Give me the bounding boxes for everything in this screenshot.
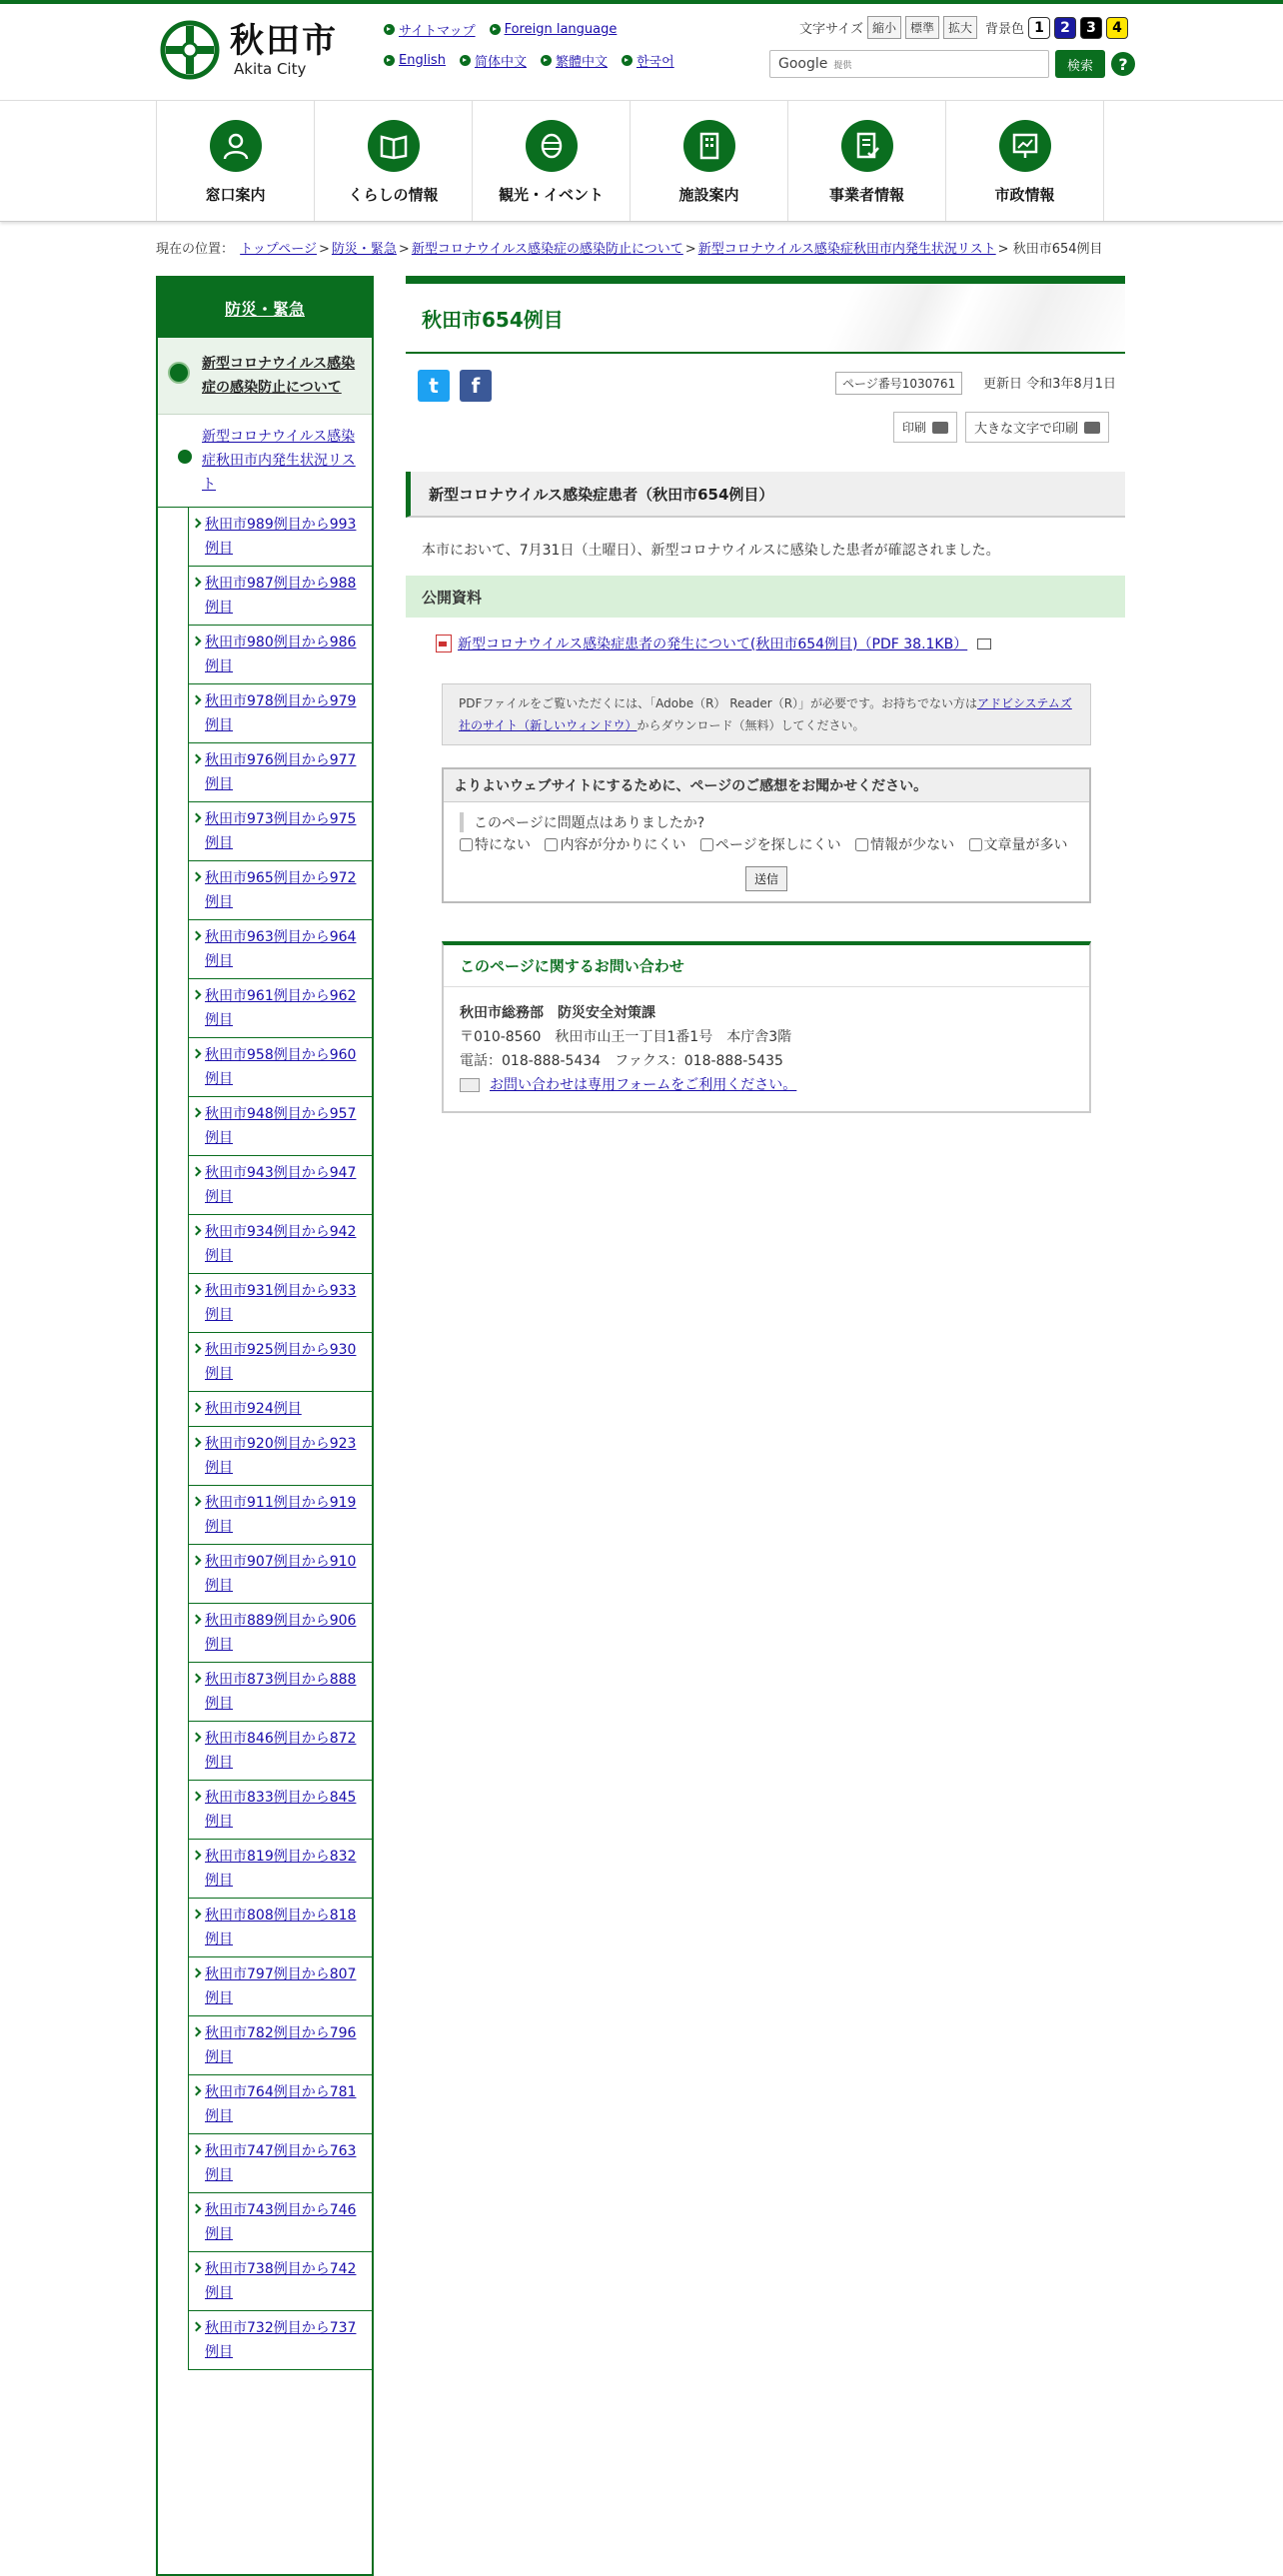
notice-text: PDFファイルをご覧いただくには、「Adobe（R） Reader（R）」が必要です。お持ちでない方は xyxy=(459,696,977,710)
sidebar-subitem-label[interactable]: 秋田市978例目から979例目 xyxy=(205,693,357,733)
sidebar-subitem[interactable] xyxy=(189,861,372,920)
sidebar-subitem-label[interactable]: 秋田市846例目から872例目 xyxy=(205,1731,357,1771)
sidebar-subitem-label[interactable]: 秋田市931例目から933例目 xyxy=(205,1283,357,1323)
sidebar-subitem-label[interactable]: 秋田市797例目から807例目 xyxy=(205,1966,357,2006)
sidebar-item-infection-prevention[interactable] xyxy=(158,338,372,415)
sidebar-subitem-label[interactable]: 秋田市965例目から972例目 xyxy=(205,870,357,910)
sidebar-subitem-label[interactable]: 秋田市924例目 xyxy=(205,1401,302,1417)
new-window-icon xyxy=(977,639,991,649)
pdf-reader-notice xyxy=(442,683,1091,745)
sidebar-subitem[interactable] xyxy=(189,1957,372,2016)
arrow-bullet-icon xyxy=(460,55,471,66)
breadcrumb-current: 秋田市654例目 xyxy=(1012,242,1103,257)
notice-text: からダウンロード（無料）してください。 xyxy=(637,718,865,732)
arrow-bullet-icon xyxy=(490,24,501,35)
chart-board-icon xyxy=(999,120,1051,172)
site-header xyxy=(0,4,1283,100)
gnav-business-info[interactable] xyxy=(787,101,945,221)
sidebar xyxy=(156,276,374,2576)
adobe-link[interactable]: アドビシステムズ社のサイト（新しいウィンドウ） xyxy=(459,696,1072,732)
sidebar-subitem[interactable] xyxy=(189,1274,372,1333)
sitemap-link[interactable] xyxy=(384,20,476,39)
breadcrumb-link[interactable]: トップページ xyxy=(240,242,317,257)
sidebar-subitem[interactable] xyxy=(189,1545,372,1604)
sidebar-subitem-label[interactable]: 秋田市819例目から832例目 xyxy=(205,1849,357,1889)
sidebar-subitem[interactable] xyxy=(189,1038,372,1097)
feedback-survey xyxy=(442,767,1091,903)
sidebar-item-label[interactable]: 新型コロナウイルス感染症秋田市内発生状況リスト xyxy=(202,429,356,493)
font-size-standard-button[interactable]: 標準 xyxy=(905,16,939,39)
contact-address: 〒010-8560 秋田市山王一丁目1番1号 本庁舎3階 xyxy=(460,1029,792,1045)
pdf-icon xyxy=(436,635,452,652)
font-size-label: 文字サイズ xyxy=(799,22,863,37)
sidebar-item-case-list[interactable] xyxy=(158,415,372,508)
link-label: 繁體中文 xyxy=(555,55,608,70)
sidebar-subitem[interactable] xyxy=(189,626,372,684)
sidebar-subitem[interactable] xyxy=(189,567,372,626)
gnav-label: 事業者情報 xyxy=(828,186,904,204)
gnav-label: 市政情報 xyxy=(994,186,1055,204)
circle-bullet-icon xyxy=(168,362,190,384)
gnav-label: 観光・イベント xyxy=(498,186,604,204)
sidebar-subitem-label[interactable]: 秋田市732例目から737例目 xyxy=(205,2320,357,2360)
book-icon xyxy=(368,120,420,172)
gnav-living-info[interactable] xyxy=(314,101,472,221)
sidebar-item-label[interactable]: 新型コロナウイルス感染症の感染防止について xyxy=(202,356,356,396)
option-label: ページを探しにくい xyxy=(714,837,841,853)
breadcrumb-prefix: 現在の位置： xyxy=(156,242,235,257)
survey-submit-button[interactable]: 送信 xyxy=(745,866,787,891)
main-content xyxy=(406,276,1125,1093)
sidebar-subitem-label[interactable]: 秋田市963例目から964例目 xyxy=(205,929,357,969)
survey-option[interactable] xyxy=(700,837,841,853)
mail-icon xyxy=(460,1078,480,1092)
sidebar-subitem-label[interactable]: 秋田市973例目から975例目 xyxy=(205,811,357,851)
survey-option[interactable] xyxy=(545,837,685,853)
building-icon xyxy=(683,120,735,172)
sidebar-subitem[interactable] xyxy=(189,1097,372,1156)
survey-heading: よりよいウェブサイトにするために、ページのご感想をお聞かせください。 xyxy=(444,769,1089,802)
sidebar-subitem[interactable] xyxy=(189,920,372,979)
sidebar-subitem[interactable] xyxy=(189,2193,372,2252)
bg-color-4-button[interactable]: 4 xyxy=(1106,17,1128,39)
sidebar-subitem[interactable] xyxy=(189,2016,372,2075)
pdf-download xyxy=(436,634,991,653)
survey-checkbox[interactable] xyxy=(700,838,713,851)
sidebar-subitem[interactable] xyxy=(189,1840,372,1899)
bg-color-2-button[interactable]: 2 xyxy=(1054,17,1076,39)
sidebar-subitem[interactable] xyxy=(189,2134,372,2193)
sidebar-subitem[interactable] xyxy=(189,1781,372,1840)
gnav-label: 窓口案内 xyxy=(205,186,266,204)
sidebar-sublist xyxy=(188,508,372,2370)
gnav-label: くらしの情報 xyxy=(348,186,439,204)
survey-option[interactable] xyxy=(855,837,954,853)
contact-department: 秋田市総務部 防災安全対策課 xyxy=(460,1005,655,1021)
sidebar-subitem-label[interactable]: 秋田市989例目から993例目 xyxy=(205,517,357,557)
breadcrumb-link[interactable]: 新型コロナウイルス感染症の感染防止について xyxy=(411,242,683,257)
print-buttons xyxy=(893,412,1109,443)
sidebar-subitem-label[interactable]: 秋田市833例目から845例目 xyxy=(205,1790,357,1830)
option-label: 内容が分かりにくい xyxy=(560,837,686,853)
font-size-larger-button[interactable]: 拡大 xyxy=(943,16,977,39)
search-input[interactable] xyxy=(769,50,1049,78)
sidebar-subitem-label[interactable]: 秋田市980例目から986例目 xyxy=(205,635,357,674)
sidebar-subitem[interactable] xyxy=(189,1486,372,1545)
breadcrumb: 現在の位置： トップページ > 防災・緊急 > 新型コロナウイルス感染症の感染防止について > 新型コロナウイルス感染症秋田市内発生状況リスト > 秋田市654例目 xyxy=(156,242,1103,257)
sidebar-subitem[interactable] xyxy=(189,684,372,743)
printer-icon xyxy=(932,422,948,434)
breadcrumb-link[interactable]: 新型コロナウイルス感染症秋田市内発生状況リスト xyxy=(697,242,996,257)
google-brand-label: Google xyxy=(778,56,828,72)
logo-japanese-name: 秋田市 xyxy=(230,21,338,61)
circle-bullet-icon xyxy=(178,450,192,464)
option-label: 特にない xyxy=(475,837,531,853)
print-label: 印刷 xyxy=(902,421,927,435)
section-heading: 新型コロナウイルス感染症患者（秋田市654例目） xyxy=(406,472,1125,518)
body-text: 本市において、7月31日（土曜日）、新型コロナウイルスに感染した患者が確認されました。 xyxy=(422,543,1000,559)
sidebar-subitem[interactable] xyxy=(189,2075,372,2134)
sidebar-subitem[interactable] xyxy=(189,1427,372,1486)
contact-box xyxy=(442,941,1091,1113)
survey-checkbox[interactable] xyxy=(969,838,982,851)
arrow-bullet-icon xyxy=(384,55,395,66)
arrow-bullet-icon xyxy=(384,24,395,35)
survey-options xyxy=(460,836,1079,854)
korean-link[interactable] xyxy=(622,51,674,70)
search-button[interactable]: 検索 xyxy=(1055,50,1105,78)
survey-checkbox[interactable] xyxy=(460,838,473,851)
traditional-chinese-link[interactable] xyxy=(541,51,608,70)
arrow-bullet-icon xyxy=(541,55,552,66)
link-label: 한국어 xyxy=(636,55,674,70)
option-label: 情報が少ない xyxy=(870,837,955,853)
share-buttons xyxy=(418,370,492,402)
sidebar-subitem-label[interactable]: 秋田市889例目から906例目 xyxy=(205,1613,357,1653)
print-button[interactable] xyxy=(893,412,957,443)
survey-checkbox[interactable] xyxy=(545,838,558,851)
sidebar-subitem-label[interactable]: 秋田市958例目から960例目 xyxy=(205,1047,357,1087)
link-label: 简体中文 xyxy=(474,55,527,70)
sidebar-subitem-label[interactable]: 秋田市743例目から746例目 xyxy=(205,2202,357,2242)
sidebar-subitem[interactable] xyxy=(189,743,372,802)
contact-heading: このページに関するお問い合わせ xyxy=(444,945,1089,987)
gnav-counter-guide[interactable] xyxy=(156,101,314,221)
print-large-button[interactable] xyxy=(965,412,1109,443)
google-suffix-label: 提供 xyxy=(833,60,852,71)
sidebar-subitem[interactable] xyxy=(189,1333,372,1392)
help-icon[interactable]: ? xyxy=(1111,52,1135,76)
header-links xyxy=(384,20,674,82)
link-label: English xyxy=(399,53,446,68)
sidebar-subitem-label[interactable]: 秋田市911例目から919例目 xyxy=(205,1495,357,1535)
updated-date: 更新日 令和3年8月1日 xyxy=(983,377,1116,392)
sidebar-subitem[interactable] xyxy=(189,2252,372,2311)
accessibility-tools xyxy=(799,16,1128,39)
survey-option[interactable] xyxy=(460,837,531,853)
sidebar-subitem-label[interactable]: 秋田市920例目から923例目 xyxy=(205,1436,357,1476)
printer-icon xyxy=(1084,422,1100,434)
sidebar-subitem-label[interactable]: 秋田市948例目から957例目 xyxy=(205,1106,357,1146)
english-link[interactable] xyxy=(384,51,446,70)
lantern-icon xyxy=(526,120,578,172)
survey-question: このページに問題点はありましたか? xyxy=(460,812,1089,832)
sidebar-subitem-label[interactable]: 秋田市747例目から763例目 xyxy=(205,2143,357,2183)
foreign-language-link[interactable] xyxy=(490,20,618,39)
logo-english-name: Akita City xyxy=(234,60,307,78)
sidebar-subitem-label[interactable]: 秋田市782例目から796例目 xyxy=(205,2025,357,2065)
contact-form-link[interactable]: お問い合わせは専用フォームをご利用ください。 xyxy=(490,1077,797,1093)
public-docs-heading: 公開資料 xyxy=(406,576,1125,618)
twitter-icon[interactable]: t xyxy=(418,370,450,402)
sidebar-subitem-label[interactable]: 秋田市764例目から781例目 xyxy=(205,2084,357,2124)
facebook-icon[interactable]: f xyxy=(460,370,492,402)
page-number: ページ番号1030761 xyxy=(835,372,962,395)
site-search xyxy=(769,50,1135,78)
sidebar-subitem-label[interactable]: 秋田市738例目から742例目 xyxy=(205,2261,357,2301)
sidebar-subitem-label[interactable]: 秋田市925例目から930例目 xyxy=(205,1342,357,1382)
sidebar-subitem[interactable] xyxy=(189,1604,372,1663)
site-logo[interactable] xyxy=(160,20,338,80)
sidebar-subitem-label[interactable]: 秋田市961例目から962例目 xyxy=(205,988,357,1028)
sidebar-subitem-label[interactable]: 秋田市943例目から947例目 xyxy=(205,1165,357,1205)
sidebar-subitem[interactable] xyxy=(189,1663,372,1722)
sidebar-subitem[interactable] xyxy=(189,508,372,567)
sidebar-subitem[interactable] xyxy=(189,979,372,1038)
sidebar-subitem-label[interactable]: 秋田市907例目から910例目 xyxy=(205,1554,357,1594)
font-size-smaller-button[interactable]: 縮小 xyxy=(867,16,901,39)
survey-option[interactable] xyxy=(969,837,1068,853)
sidebar-subitem[interactable] xyxy=(189,802,372,861)
gnav-label: 施設案内 xyxy=(678,186,739,204)
sidebar-subitem[interactable] xyxy=(189,2311,372,2370)
page-title: 秋田市654例目 xyxy=(406,276,1125,354)
bg-color-3-button[interactable]: 3 xyxy=(1080,17,1102,39)
link-label: サイトマップ xyxy=(399,24,476,39)
person-icon xyxy=(210,120,262,172)
pdf-link[interactable]: 新型コロナウイルス感染症患者の発生について(秋田市654例目)（PDF 38.1KB） xyxy=(458,637,968,652)
sidebar-subitem-label[interactable]: 秋田市934例目から942例目 xyxy=(205,1224,357,1264)
sidebar-subitem[interactable] xyxy=(189,1722,372,1781)
sidebar-subitem-label[interactable]: 秋田市987例目から988例目 xyxy=(205,576,357,616)
sidebar-subitem[interactable] xyxy=(189,1215,372,1274)
akita-city-emblem-icon xyxy=(160,20,220,80)
sidebar-subitem-label[interactable]: 秋田市976例目から977例目 xyxy=(205,752,357,792)
simplified-chinese-link[interactable] xyxy=(460,51,527,70)
bg-color-1-button[interactable]: 1 xyxy=(1028,17,1050,39)
sidebar-subitem[interactable] xyxy=(189,1899,372,1957)
breadcrumb-link[interactable]: 防災・緊急 xyxy=(331,242,397,257)
sidebar-subitem[interactable] xyxy=(189,1392,372,1427)
option-label: 文章量が多い xyxy=(983,837,1068,853)
sidebar-subitem-label[interactable]: 秋田市808例目から818例目 xyxy=(205,1908,357,1947)
global-navigation xyxy=(0,100,1283,222)
link-label: Foreign language xyxy=(504,22,618,37)
document-check-icon xyxy=(841,120,893,172)
sidebar-subitem-label[interactable]: 秋田市873例目から888例目 xyxy=(205,1672,357,1712)
gnav-city-admin[interactable] xyxy=(945,101,1104,221)
bg-color-label: 背景色 xyxy=(985,22,1025,37)
gnav-facilities[interactable] xyxy=(630,101,787,221)
survey-checkbox[interactable] xyxy=(855,838,868,851)
gnav-tourism-events[interactable] xyxy=(472,101,630,221)
arrow-bullet-icon xyxy=(622,55,633,66)
contact-phone: 電話：018-888-5434 ファクス：018-888-5435 xyxy=(460,1053,783,1069)
sidebar-subitem[interactable] xyxy=(189,1156,372,1215)
sidebar-heading[interactable]: 防災・緊急 xyxy=(158,276,372,338)
print-large-label: 大きな文字で印刷 xyxy=(974,422,1079,437)
